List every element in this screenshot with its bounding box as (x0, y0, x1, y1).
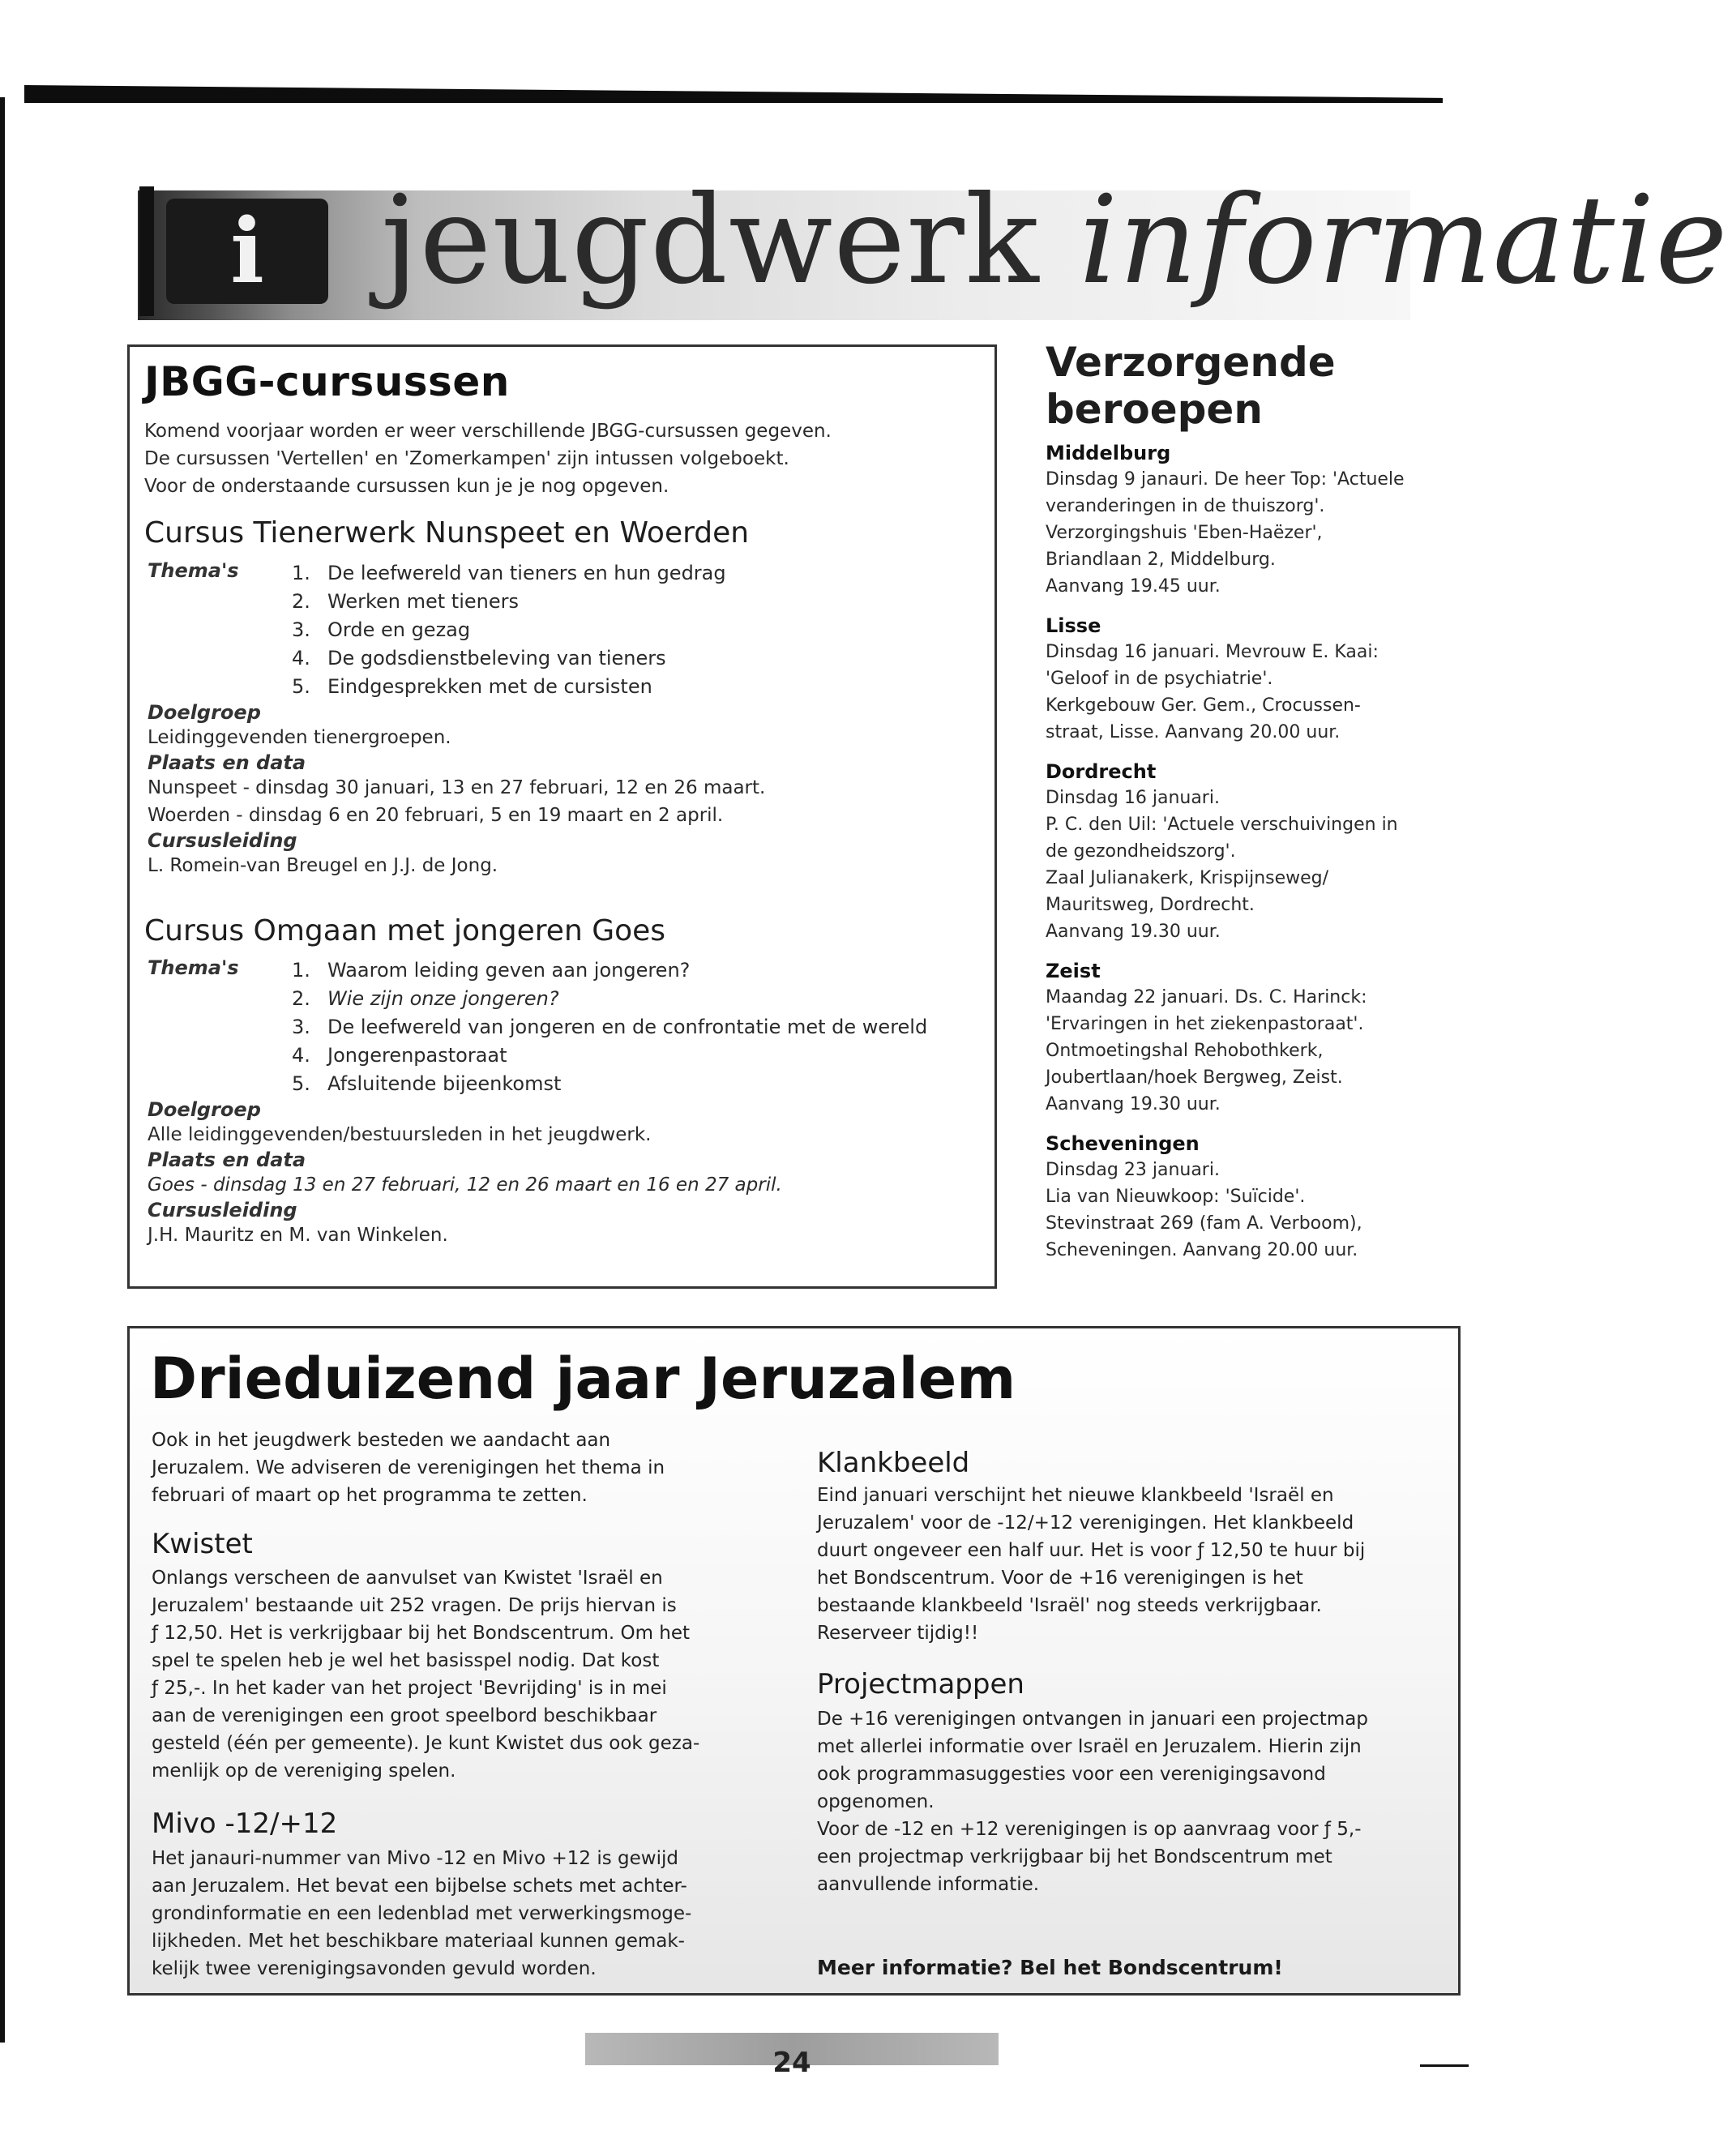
theme-item: 4. De godsdienstbeleving van tieners (292, 647, 666, 669)
course1-title: Cursus Tienerwerk Nunspeet en Woerden (144, 516, 750, 550)
theme-item: 5. Eindgesprekken met de cursisten (292, 675, 652, 698)
verzorgende-title: Verzorgende beroepen (1046, 339, 1336, 433)
theme-item: 2. Wie zijn onze jongeren? (292, 987, 559, 1010)
theme-item: 4. Jongerenpastoraat (292, 1044, 507, 1067)
call-to-action: Meer informatie? Bel het Bondscentrum! (817, 1956, 1283, 1979)
theme-item: 3. Orde en gezag (292, 618, 471, 641)
jbgg-intro: Komend voorjaar worden er weer verschillende JBGG-cursussen gegeven. De cursussen 'Vertellen' en 'Zomerkampen' zijn intussen volgeboekt. Voor de onderstaande cursussen kun je je nog opgeven. (144, 421, 832, 497)
page-title: jeugdwerk informatie (381, 170, 1728, 311)
projectmappen-text: De +16 verenigingen ontvangen in januari een projectmap met allerlei informatie over Israël en Jeruzalem. Hierin zijn ook programmasuggesties voor een verenigingsavond opgenomen. Voor de -12 en +12 verenigingen is op aanvraag voor ƒ 5,- een projectmap verkrijgbaar bij het Bondscentrum met aanvullende informatie. (817, 1709, 1368, 1895)
location-entry: Middelburg Dinsdag 9 janauri. De heer Top: 'Actuele veranderingen in de thuiszorg'. Verzorgingshuis 'Eben-Haëzer', Briandlaan 2, Middelburg. Aanvang 19.45 uur. (1046, 442, 1405, 597)
course2-themes (292, 956, 927, 1098)
location-entry: Dordrecht Dinsdag 16 januari. P. C. den Uil: 'Actuele verschuivingen in de gezondheidszorg'. Zaal Julianakerk, Krispijnseweg/ Mauritsweg, Dordrecht. Aanvang 19.30 uur. (1046, 760, 1398, 942)
course2-title: Cursus Omgaan met jongeren Goes (144, 914, 666, 948)
theme-item: 2. Werken met tieners (292, 590, 519, 613)
location-entry: Scheveningen Dinsdag 23 januari. Lia van Nieuwkoop: 'Suïcide'. Stevinstraat 269 (fam A. Verboom), Scheveningen. Aanvang 20.00 uur. (1046, 1132, 1362, 1260)
mivo-text: Het janauri-nummer van Mivo -12 en Mivo +12 is gewijd aan Jeruzalem. Het bevat een bijbelse schets met achter- grondinformatie en een ledenblad met verwerkingsmoge- lijkheden. Met het beschikbare materiaal kunnen gemak- kelijk twee verenigingsavonden gevuld worden. (152, 1848, 692, 1979)
course2-details: Doelgroep Alle leidinggevenden/bestuursleden in het jeugdwerk. Plaats en data Goes - dinsdag 13 en 27 februari, 12 en 26 maart en 16 en 27 april. Cursusleiding J.H. Mauritz en M. van Winkelen. (148, 1098, 782, 1246)
theme-item: 1. De leefwereld van tieners en hun gedrag (292, 562, 726, 584)
jbgg-title: JBGG-cursussen (144, 358, 510, 405)
verzorgende-list (1046, 442, 1467, 1278)
projectmappen-title: Projectmappen (817, 1668, 1024, 1700)
kwistet-title: Kwistet (152, 1528, 253, 1560)
bottom-rule (1420, 2064, 1469, 2067)
mivo-title: Mivo -12/+12 (152, 1807, 338, 1840)
header-bar (139, 186, 154, 316)
location-entry: Lisse Dinsdag 16 januari. Mevrouw E. Kaai: 'Geloof in de psychiatrie'. Kerkgebouw Ger. Gem., Crocussen- straat, Lisse. Aanvang 20.00 uur. (1046, 614, 1379, 742)
jeruzalem-intro: Ook in het jeugdwerk besteden we aandacht aan Jeruzalem. We adviseren de verenigingen het thema in februari of maart op het programma te zetten. (152, 1430, 665, 1506)
klankbeeld-title: Klankbeeld (817, 1447, 970, 1479)
theme-item: 5. Afsluitende bijeenkomst (292, 1072, 562, 1095)
course1-details: Doelgroep Leidinggevenden tienergroepen. Plaats en data Nunspeet - dinsdag 30 januari, 13 en 27 februari, 12 en 26 maart. Woerden - dinsdag 6 en 20 februari, 5 en 19 maart en 2 april. Cursusleiding L. Romein-van Breugel en J.J. de Jong. (148, 701, 766, 876)
info-icon: i (166, 199, 328, 304)
location-entry: Zeist Maandag 22 januari. Ds. C. Harinck: 'Ervaringen in het ziekenpastoraat'. Ontmoetingshal Rehobothkerk, Joubertlaan/hoek Bergweg, Zeist. Aanvang 19.30 uur. (1046, 960, 1367, 1114)
theme-item: 1. Waarom leiding geven aan jongeren? (292, 959, 691, 982)
course2-themes-label: Thema's (148, 956, 239, 979)
course1-themes (292, 559, 726, 701)
theme-item: 3. De leefwereld van jongeren en de confrontatie met de wereld (292, 1016, 928, 1038)
page-number-bar (585, 2033, 999, 2079)
page-edge (0, 97, 5, 2043)
klankbeeld-text: Eind januari verschijnt het nieuwe klankbeeld 'Israël en Jeruzalem' voor de -12/+12 verenigingen. Het klankbeeld duurt ongeveer een half uur. Het is voor ƒ 12,50 te huur bij het Bondscentrum. Voor de +16 verenigingen is het bestaande klankbeeld 'Israël' nog steeds verkrijgbaar. Reserveer tijdig!! (817, 1485, 1366, 1644)
jeruzalem-title: Drieduizend jaar Jeruzalem (150, 1345, 1016, 1412)
course1-themes-label: Thema's (148, 559, 239, 582)
kwistet-text: Onlangs verscheen de aanvulset van Kwistet 'Israël en Jeruzalem' bestaande uit 252 vragen. De prijs hiervan is ƒ 12,50. Het is verkrijgbaar bij het Bondscentrum. Om het spel te spelen heb je wel het basisspel nodig. Dat kost ƒ 25,-. In het kader van het project 'Bevrijding' is in mei aan de verenigingen een groot speelbord beschikbaar gesteld (één per gemeente). Je kunt Kwistet dus ook geza- menlijk op de vereniging spelen. (152, 1568, 700, 1782)
top-rule (24, 85, 1443, 103)
page-number: 24 (772, 2047, 811, 2079)
